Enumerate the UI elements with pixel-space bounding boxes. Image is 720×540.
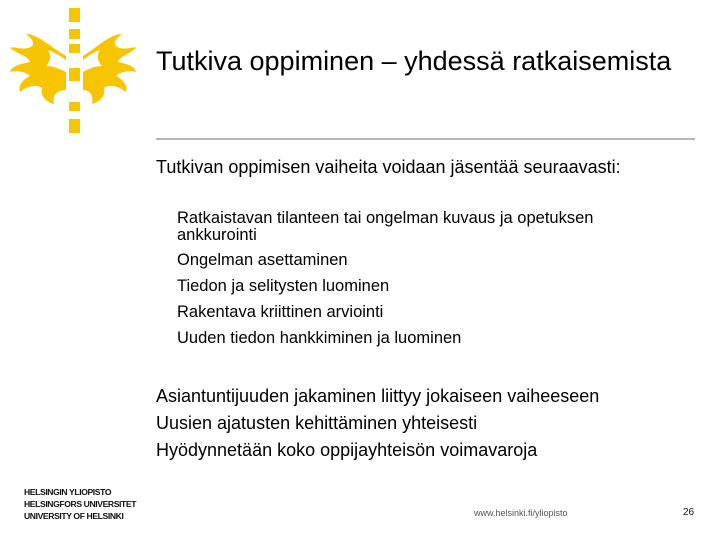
list-item: Uusien ajatusten kehittäminen yhteisesti bbox=[156, 413, 478, 433]
university-flame-logo-icon bbox=[6, 4, 136, 144]
footer-url: www.helsinki.fi/yliopisto bbox=[474, 508, 568, 518]
title-divider bbox=[156, 138, 695, 140]
list-item: Rakentava kriittinen arviointi bbox=[177, 303, 384, 321]
steps-list bbox=[177, 210, 677, 356]
university-name bbox=[24, 486, 136, 522]
university-name-fi: HELSINGIN YLIOPISTO bbox=[24, 487, 112, 497]
intro-text: Tutkivan oppimisen vaiheita voidaan jäsentää seuraavasti: bbox=[156, 157, 621, 177]
list-item: Uuden tiedon hankkiminen ja luominen bbox=[177, 329, 462, 347]
page-number: 26 bbox=[683, 507, 695, 518]
list-item: Asiantuntijuuden jakaminen liittyy jokaiseen vaiheeseen bbox=[156, 386, 600, 406]
list-item: Hyödynnetään koko oppijayhteisön voimavaroja bbox=[156, 440, 538, 460]
slide-title: Tutkiva oppiminen – yhdessä ratkaisemista bbox=[156, 46, 672, 76]
list-item: Tiedon ja selitysten luominen bbox=[177, 277, 390, 295]
university-name-en: UNIVERSITY OF HELSINKI bbox=[24, 511, 124, 521]
list-item: Ratkaistavan tilanteen tai ongelman kuvaus ja opetuksen ankkurointi bbox=[177, 209, 594, 244]
list-item: Ongelman asettaminen bbox=[177, 251, 348, 269]
university-name-sv: HELSINGFORS UNIVERSITET bbox=[24, 499, 137, 509]
points-list bbox=[156, 383, 599, 464]
